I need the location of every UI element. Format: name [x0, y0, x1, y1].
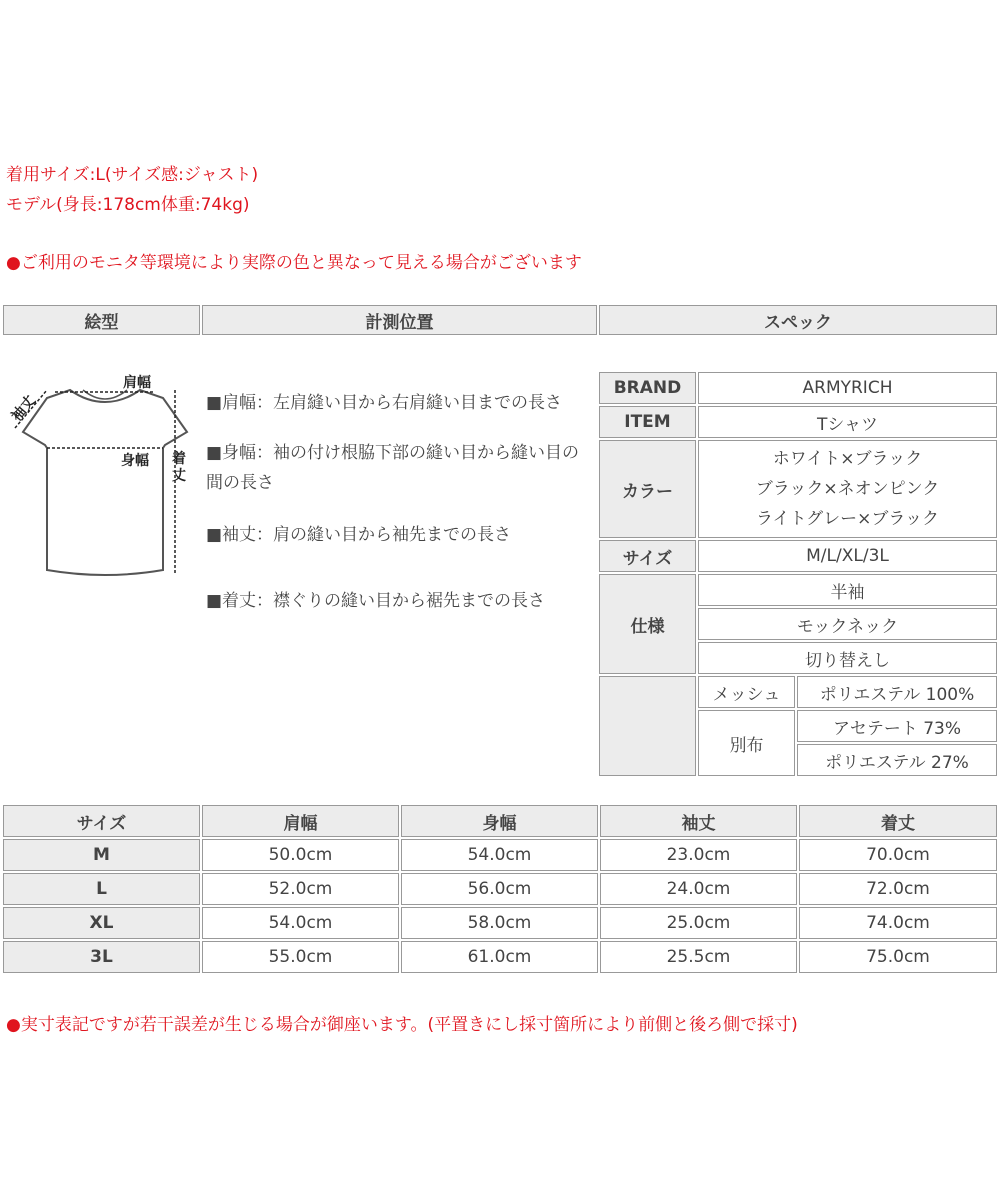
size-cell: 74.0cm — [799, 907, 997, 939]
size-cell: 3L — [3, 941, 200, 973]
spec-table — [597, 370, 999, 778]
diagram-shoulder-label: 肩幅 — [123, 375, 151, 391]
spec-spec-label: 仕様 — [599, 574, 696, 674]
diagram-sleeve-label: 袖丈 — [8, 392, 39, 425]
spec-color-3: ライトグレー×ブラック — [755, 509, 940, 529]
size-cell: 24.0cm — [600, 873, 797, 905]
size-cell: 70.0cm — [799, 839, 997, 871]
size-cell: 56.0cm — [401, 873, 598, 905]
spec-size-value: M/L/XL/3L — [698, 540, 997, 572]
spec-color-values — [698, 440, 997, 538]
size-cell: M — [3, 839, 200, 871]
color-notice: ●ご利用のモニタ等環境により実際の色と異なって見える場合がございます — [6, 253, 582, 273]
size-cell: 55.0cm — [202, 941, 399, 973]
spec-brand-label: BRAND — [599, 372, 696, 404]
spec-spec-2: モックネック — [698, 608, 997, 640]
spec-spec-3: 切り替えし — [698, 642, 997, 674]
spec-mesh-label: メッシュ — [698, 676, 795, 708]
size-cell: 25.0cm — [600, 907, 797, 939]
measure-sleeve: ■袖丈：肩の縫い目から袖先までの長さ — [206, 525, 512, 545]
spec-item-label: ITEM — [599, 406, 696, 438]
spec-color-label: カラー — [599, 440, 696, 538]
spec-item-value: Tシャツ — [698, 406, 997, 438]
size-header-sleeve: 袖丈 — [600, 805, 797, 837]
tshirt-diagram — [5, 370, 200, 585]
diagram-length-label-2: 丈 — [172, 468, 186, 484]
spec-color-2: ブラック×ネオンピンク — [755, 479, 940, 499]
size-cell: L — [3, 873, 200, 905]
size-row-xl — [3, 907, 997, 939]
spec-size-label: サイズ — [599, 540, 696, 572]
measure-length: ■着丈：襟ぐりの縫い目から裾先までの長さ — [206, 591, 546, 611]
size-table — [1, 803, 999, 975]
size-cell: 23.0cm — [600, 839, 797, 871]
size-row-m — [3, 839, 997, 871]
size-cell: 58.0cm — [401, 907, 598, 939]
size-cell: 72.0cm — [799, 873, 997, 905]
model-body-text: モデル(身長:178cm体重:74kg) — [6, 195, 250, 215]
size-cell: 75.0cm — [799, 941, 997, 973]
header-spec: スペック — [599, 305, 997, 335]
size-row-l — [3, 873, 997, 905]
section-header — [1, 303, 999, 337]
size-cell: 61.0cm — [401, 941, 598, 973]
header-diagram: 絵型 — [3, 305, 200, 335]
size-cell: 52.0cm — [202, 873, 399, 905]
size-cell: 50.0cm — [202, 839, 399, 871]
size-cell: 54.0cm — [202, 907, 399, 939]
size-header-size: サイズ — [3, 805, 200, 837]
size-header-shoulder: 肩幅 — [202, 805, 399, 837]
size-cell: 54.0cm — [401, 839, 598, 871]
measure-shoulder: ■肩幅：左肩縫い目から右肩縫い目までの長さ — [206, 393, 563, 413]
spec-color-1: ホワイト×ブラック — [772, 449, 923, 469]
spec-material-label — [599, 676, 696, 776]
header-measure: 計測位置 — [202, 305, 597, 335]
measure-body: ■身幅：袖の付け根脇下部の縫い目から縫い目の間の長さ — [206, 443, 580, 493]
spec-mesh-value: ポリエステル 100% — [797, 676, 997, 708]
size-row-3l — [3, 941, 997, 973]
size-cell: XL — [3, 907, 200, 939]
size-notice: ●実寸表記ですが若干誤差が生じる場合が御座います。(平置きにし採寸箇所により前側と後ろ側で採寸) — [6, 1015, 798, 1035]
spec-spec-1: 半袖 — [698, 574, 997, 606]
spec-other-label: 別布 — [698, 710, 795, 776]
spec-other-value-2: ポリエステル 27% — [797, 744, 997, 776]
model-size-text: 着用サイズ:L(サイズ感:ジャスト) — [6, 165, 259, 185]
size-cell: 25.5cm — [600, 941, 797, 973]
size-header-body: 身幅 — [401, 805, 598, 837]
spec-other-value-1: アセテート 73% — [797, 710, 997, 742]
diagram-length-label-1: 着 — [172, 451, 186, 467]
size-header-length: 着丈 — [799, 805, 997, 837]
diagram-body-label: 身幅 — [121, 453, 149, 469]
spec-brand-value: ARMYRICH — [698, 372, 997, 404]
measure-list — [206, 388, 591, 616]
